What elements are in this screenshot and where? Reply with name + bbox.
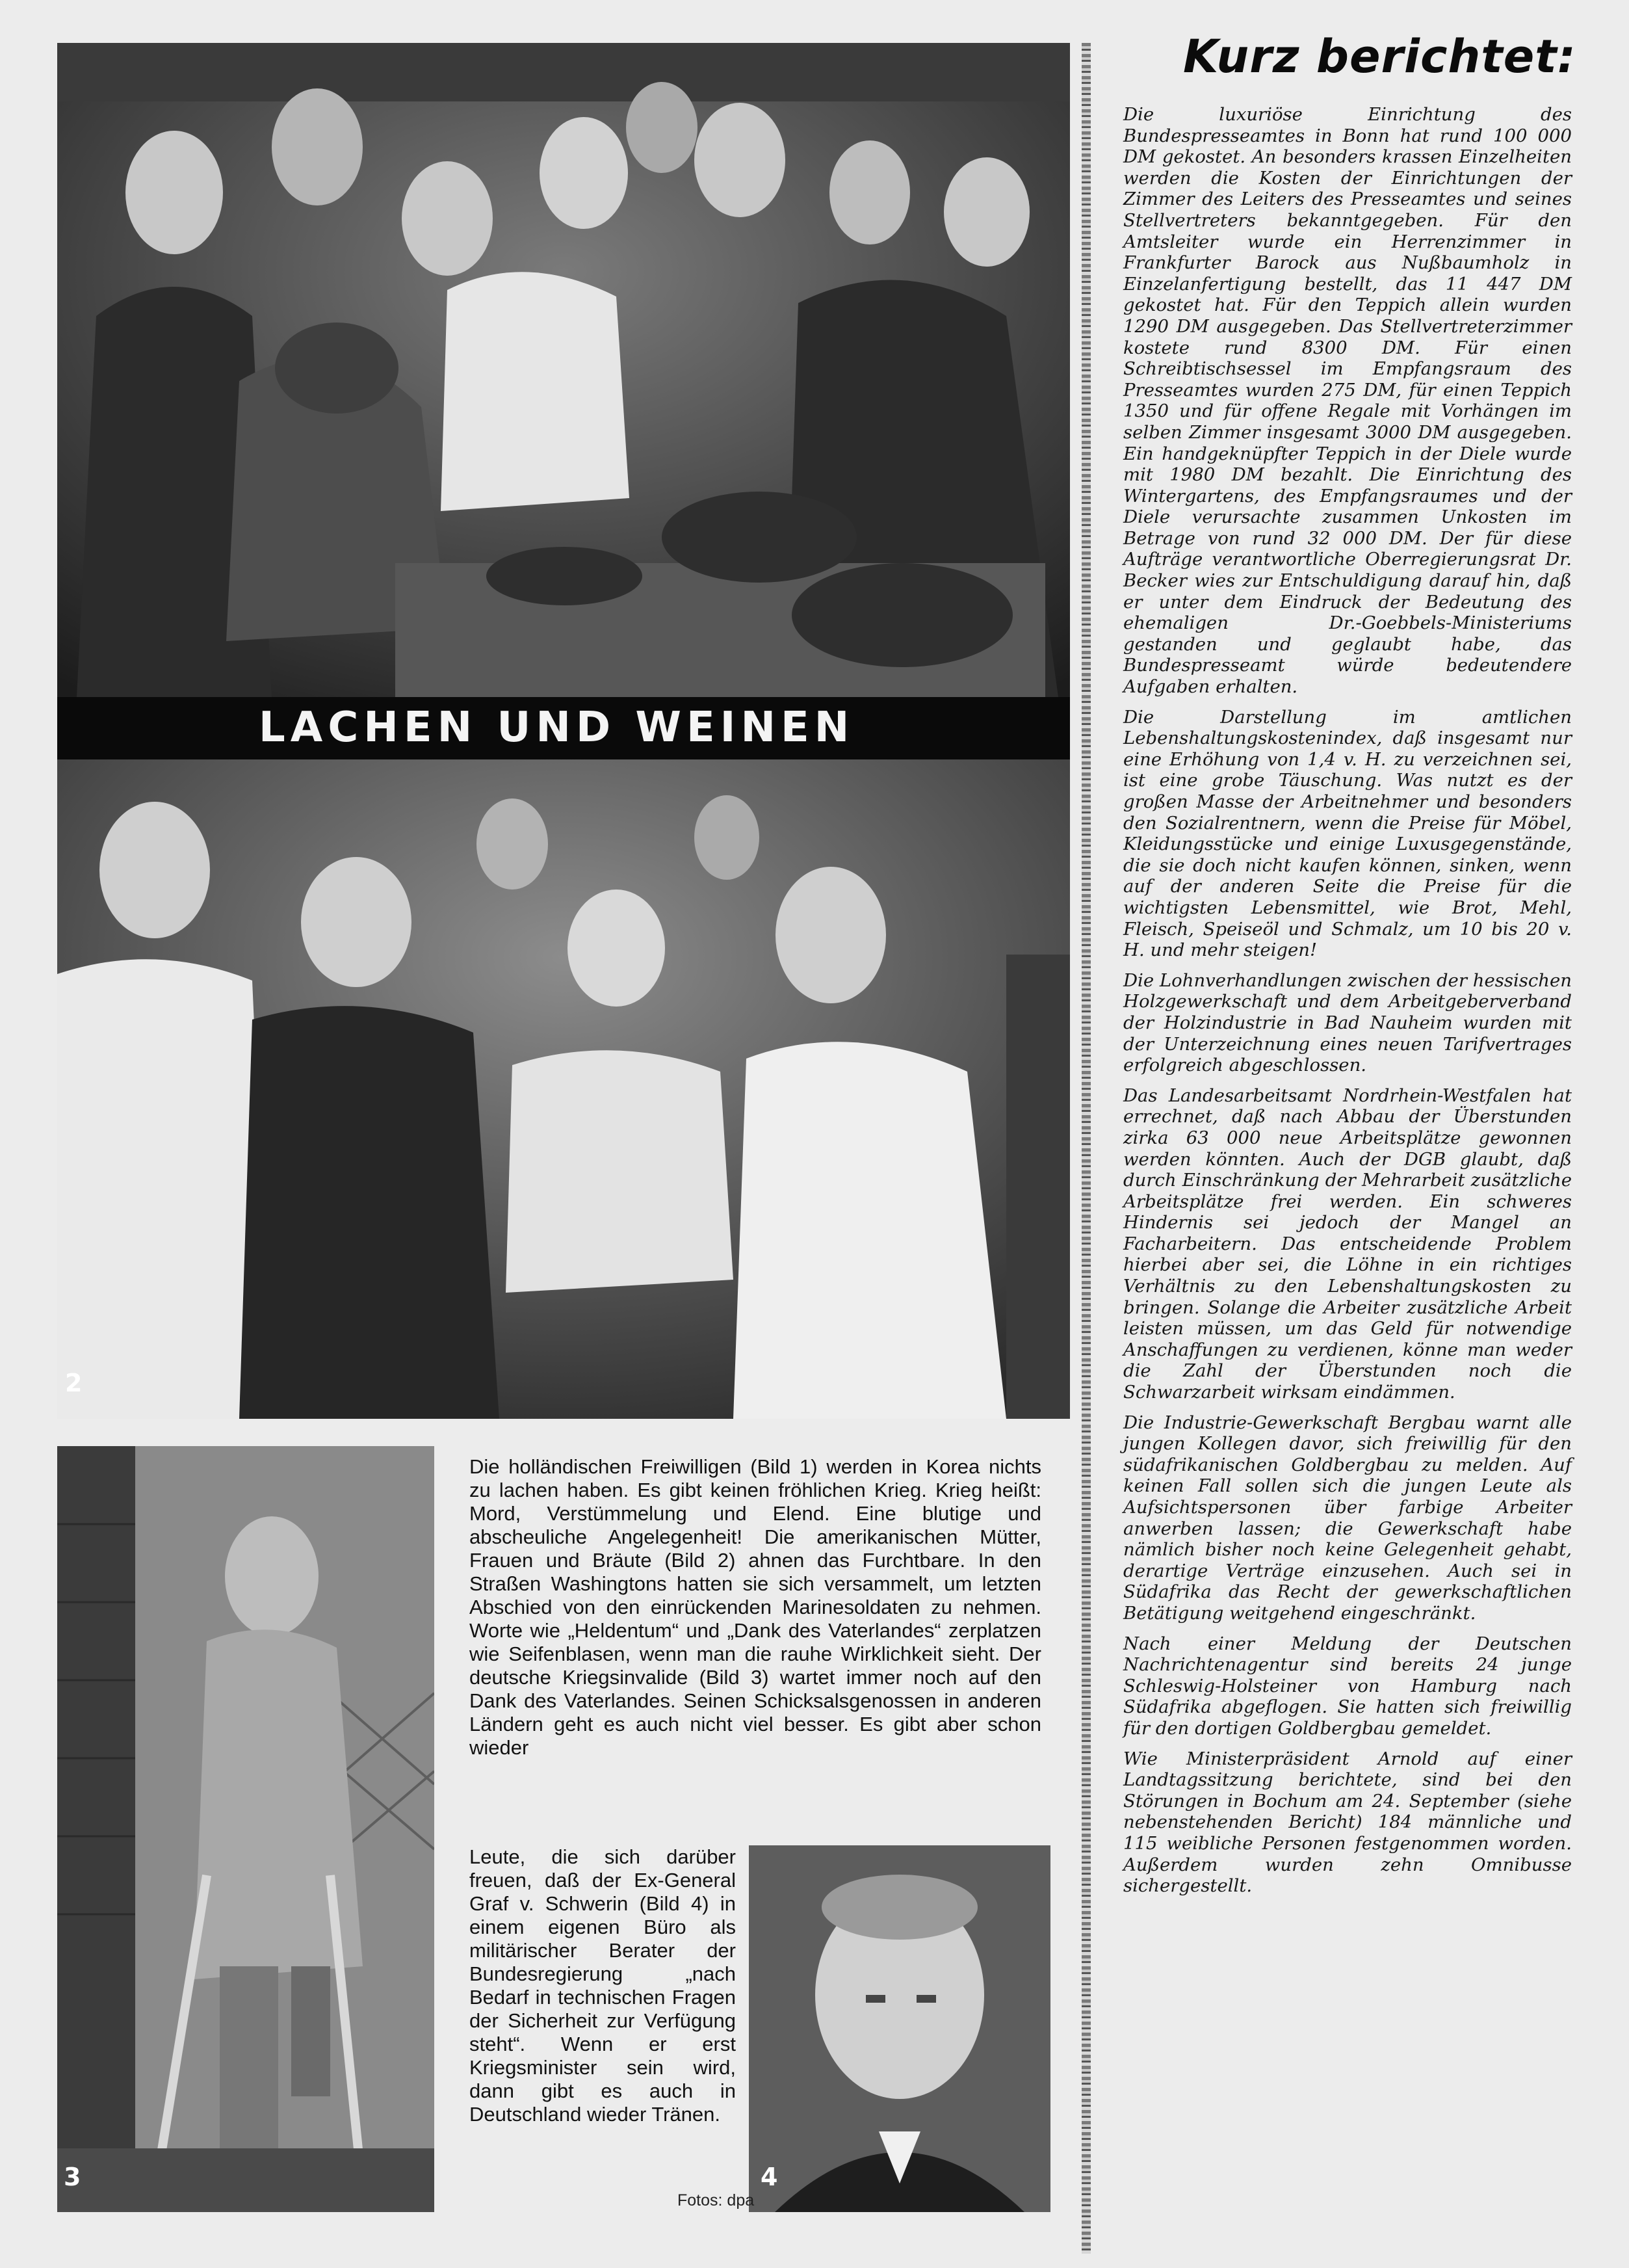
photo-portrait-schwerin — [749, 1845, 1050, 2212]
headline-text: LACHEN UND WEINEN — [259, 704, 855, 752]
article-body-narrow: Leute, die sich darüber freuen, daß der Ex-General Graf v. Schwerin (Bild 4) in einem eigenen Büro als militärischer Berater der Bundesregierung „nach Bedarf in technischen Fragen der Sicherheit zur Verfügung steht“. Wenn er erst Kriegsminister sein wird, dann gibt es auch in Deutschland wieder Tränen. — [469, 1845, 736, 2126]
photo-number-4: 4 — [761, 2163, 778, 2191]
photo-crying-women — [57, 759, 1070, 1419]
article-body-wide: Die holländischen Freiwilligen (Bild 1) werden in Korea nichts zu lachen haben. Es gibt keinen fröhlichen Krieg. Krieg heißt: Mord, Verstümmelung und Elend. Eine blutige und abscheuliche Angelegenheit! Die amerikanischen Mütter, Frauen und Bräute (Bild 2) ahnen das Furchtbare. In den Straßen Washingtons hatten sie sich versammelt, um letzten Abschied von den einrückenden Marinesoldaten zu nehmen. Worte wie „Heldentum“ und „Dank des Vaterlandes“ zerplatzen wie Seifenblasen, wenn man die rauhe Wirklichkeit sieht. Der deutsche Kriegsinvalide (Bild 3) wartet immer noch auf den Dank des Vaterlandes. Seinen Schicksalsgenossen in anderen Ländern geht es auch nicht viel besser. Es gibt aber schon wieder — [469, 1455, 1041, 1759]
photo-credit: Fotos: dpa — [677, 2191, 755, 2209]
sidebar-paragraph: Die Industrie-Gewerkschaft Bergbau warnt alle jungen Kollegen davor, sich freiwillig für den südafrikanischen Goldbergbau zu melden. Auf keinen Fall sollen sich die jungen Leute als Aufsichtspersonen über farbige Arbeiter anwerben lassen; die Gewerkschaft habe nämlich bisher noch keine Gelegenheit gehabt, derartige Verträge einzusehen. Auch sei in Südafrika das Recht der gewerkschaftlichen Betätigung weitgehend eingeschränkt. — [1123, 1412, 1572, 1624]
sidebar-paragraph: Die Darstellung im amtlichen Lebenshaltungskostenindex, daß insgesamt nur eine Erhöhung von 1,4 v. H. zu verzeichnen sei, ist eine grobe Täuschung. Was nutzt es der großen Masse der Arbeitnehmer und besonders den Sozialrentnern, wenn die Preise für Möbel, Kleidungsstücke und einige Luxusgegenstände, die sie doch nicht kaufen können, sinken, wenn auf der anderen Seite die Preise für die wichtigsten Lebensmittel, wie Brot, Mehl, Fleisch, Speiseöl und Schmalz, um 10 bis 20 v. H. und mehr steigen! — [1123, 706, 1572, 961]
column-separator — [1082, 43, 1091, 2254]
sidebar-news-column — [1123, 104, 1572, 2256]
photo-number-2: 2 — [65, 1369, 83, 1397]
sidebar-paragraph: Nach einer Meldung der Deutschen Nachrichtenagentur sind bereits 24 junge Schleswig-Holsteiner von Hamburg nach Südafrika abgeflogen. Sie hatten sich freiwillig für den dortigen Goldbergbau gemeldet. — [1123, 1633, 1572, 1739]
photo-number-3: 3 — [64, 2163, 81, 2191]
sidebar-paragraph: Die luxuriöse Einrichtung des Bundespresseamtes in Bonn hat rund 100 000 DM gekostet. An besonders krassen Einzelheiten werden die Kosten der Einrichtungen der Zimmer des Leiters des Presseamtes und seines Stellvertreters bekanntgegeben. Für den Amtsleiter wurde ein Herrenzimmer in Frankfurter Barock aus Nußbaumholz in Einzelanfertigung bestellt, das 11 447 DM gekostet hat. Für den Teppich allein wurden 1290 DM ausgegeben. Das Stellvertreterzimmer kostete rund 8300 DM. Für einen Schreibtischsessel im Empfangsraum des Presseamtes wurden 275 DM, für einen Teppich 1350 und für offene Regale mit Vorhängen im selben Zimmer insgesamt 3000 DM ausgegeben. Ein handgeknüpfter Teppich in der Diele wurde mit 1980 DM bezahlt. Die Einrichtung des Wintergartens, des Empfangsraumes und der Diele verursachte zusammen Unkosten im Betrage von rund 32 000 DM. Der für diese Aufträge verantwortliche Oberregierungsrat Dr. Becker wies zur Entschuldigung darauf hin, daß er unter dem Eindruck der Bedeutung des ehemaligen Dr.-Goebbels-Ministeriums gestanden und geglaubt habe, das Bundespresseamt würde bedeutendere Aufgaben erhalten. — [1123, 104, 1572, 698]
sidebar-paragraph: Wie Ministerpräsident Arnold auf einer Landtagssitzung berichtete, sind bei den Störungen in Bochum am 24. September (siehe nebenstehenden Bericht) 184 männliche und 115 weibliche Personen festgenommen worden. Außerdem wurden zehn Omnibusse sichergestellt. — [1123, 1748, 1572, 1897]
sidebar-title: Kurz berichtet: — [1183, 30, 1576, 83]
sidebar-paragraph: Die Lohnverhandlungen zwischen der hessischen Holzgewerkschaft und dem Arbeitgeberverband der Holzindustrie in Bad Nauheim wurden mit der Unterzeichnung eines neuen Tarifvertrages erfolgreich abgeschlossen. — [1123, 969, 1572, 1076]
photo-war-invalid — [57, 1446, 434, 2212]
headline-banner — [57, 697, 1070, 759]
sidebar-paragraph: Das Landesarbeitsamt Nordrhein-Westfalen hat errechnet, daß nach Abbau der Überstunden zirka 63 000 neue Arbeitsplätze gewonnen werden könnten. Auch der DGB glaubt, daß durch Einschränkung der Mehrarbeit zusätzliche Arbeitsplätze frei werden. Ein schweres Hindernis sei jedoch der Mangel an Facharbeitern. Das entscheidende Problem hierbei aber sei, die Löhne in ein richtiges Verhältnis zu den Lebenshaltungskosten zu bringen. Solange die Arbeiter zusätzliche Arbeit leisten müssen, um das Geld für notwendige Anschaffungen zu verdienen, könne man weder die Zahl der Überstunden noch die Schwarzarbeit wirksam eindämmen. — [1123, 1085, 1572, 1403]
photo-laughing-volunteers — [57, 43, 1070, 697]
